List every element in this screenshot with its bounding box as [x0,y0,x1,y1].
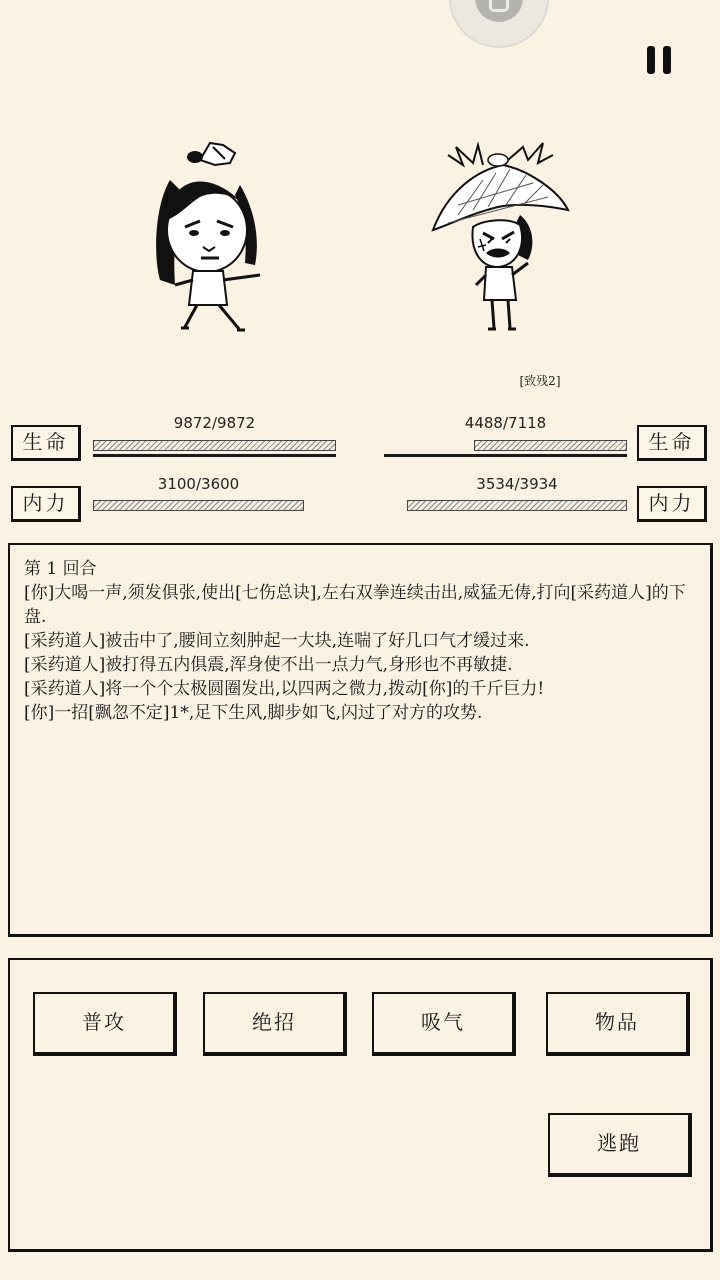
enemy-hp-value: 4488/7118 [464,414,547,432]
enemy-character [428,135,573,335]
log-line: [采药道人]被打得五内俱震,浑身使不出一点力气,身形也不再敏捷. [24,655,513,675]
player-mp-bar [93,500,304,511]
player-character [145,135,275,335]
breathe-button[interactable]: 吸气 [372,992,516,1056]
pause-icon [647,46,655,74]
flee-button[interactable]: 逃跑 [548,1113,692,1177]
enemy-hp-bar [474,440,627,451]
player-hp-value: 9872/9872 [173,414,256,432]
combat-log[interactable] [8,543,713,937]
enemy-mp-bar [407,500,627,511]
log-line: [你]大喝一声,须发俱张,使出[七伤总诀],左右双拳连续击出,威猛无俦,打向[采药道人]的下盘. [24,583,686,627]
player-mp-label: 内力 [11,486,81,522]
log-line: [你]一招[飘忽不定]1*,足下生风,脚步如飞,闪过了对方的攻势. [24,703,483,723]
items-button[interactable]: 物品 [546,992,690,1056]
pause-icon-bar [663,46,671,74]
enemy-hp-bar-track [384,454,627,457]
enemy-status-effect: [致残2] [519,374,561,388]
player-hp-label: 生命 [11,425,81,461]
player-hp-bar [93,440,336,451]
enemy-hp-label: 生命 [637,425,707,461]
enemy-mp-label: 内力 [637,486,707,522]
attack-button[interactable]: 普攻 [33,992,177,1056]
log-line: [采药道人]被击中了,腰间立刻肿起一大块,连喘了好几口气才缓过来. [24,631,530,651]
log-line: [采药道人]将一个个太极圆圈发出,以四两之微力,拨动[你]的千斤巨力! [24,679,545,699]
menu-circle-icon [475,0,523,22]
player-hp-bar-track [93,454,336,457]
menu-circle-button[interactable] [449,0,549,48]
enemy-mp-value: 3534/3934 [476,475,558,493]
round-title: 第 1 回合 [24,559,97,579]
ultimate-button[interactable]: 绝招 [203,992,347,1056]
action-panel [8,958,713,1252]
player-mp-value: 3100/3600 [157,475,240,493]
pause-button[interactable] [644,44,676,76]
